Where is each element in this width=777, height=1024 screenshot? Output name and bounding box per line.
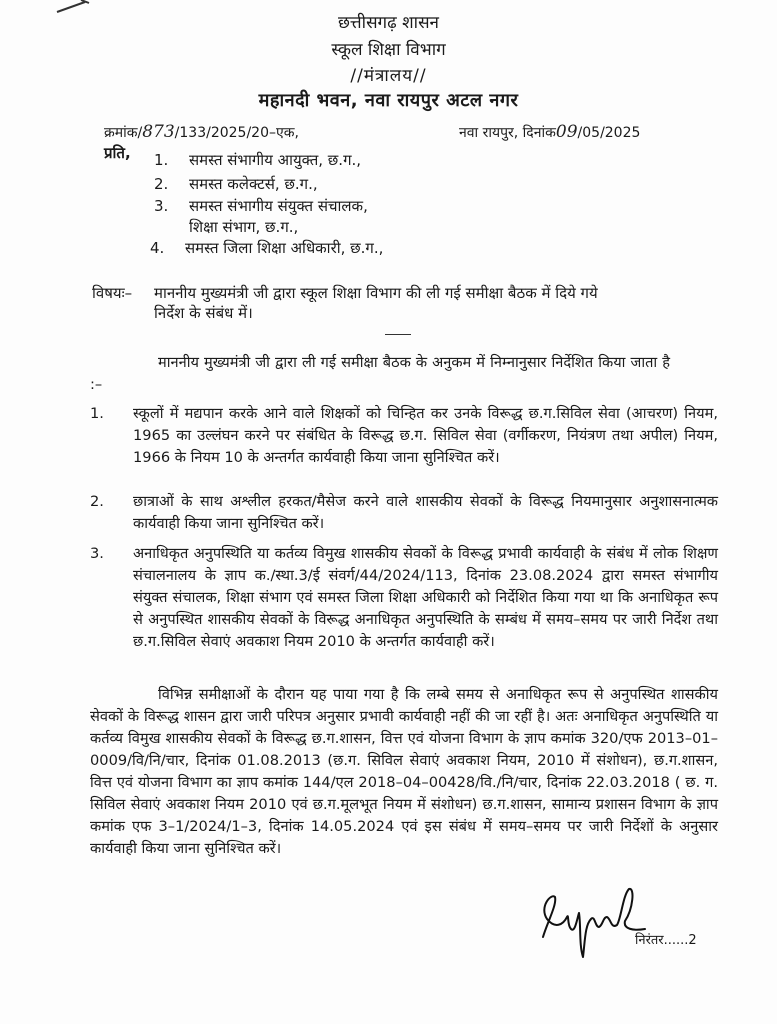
- directive-text: छात्राओं के साथ अश्लील हरकत/मैसेज करने वाले शासकीय सेवकों के विरूद्ध नियमानुसार अनुशासनात्मक कार्यवाही किया जाना सुनिश्चित करें।: [133, 493, 718, 532]
- addressee-text: समस्त कलेक्टर्स, छ.ग.,: [189, 175, 318, 193]
- directive-number: 3.: [90, 545, 104, 562]
- intro-paragraph: माननीय मुख्यमंत्री जी द्वारा ली गई समीक्षा बैठक के अनुकम में निम्नानुसार निर्देशित किया जाता है :–: [90, 354, 670, 393]
- department-name: स्कूल शिक्षा विभाग: [331, 40, 446, 60]
- office-address: महानदी भवन, नवा रायपुर अटल नगर: [258, 90, 519, 111]
- addressee-text: समस्त संभागीय संयुक्त संचालक,: [189, 197, 368, 215]
- directive-number: 2.: [90, 493, 104, 510]
- directive-text: स्कूलों में मद्यपान करके आने वाले शिक्षकों को चिन्हित कर उनके विरूद्ध छ.ग.सिविल सेवा (आचरण) नियम, 1965 का उल्लंघन करने पर संबंधित के विरूद्ध छ.ग. सिविल सेवा (वर्गीकरण, नियंत्रण तथा अपील) नियम, 1966 के नियम 10 के अन्तर्गत कार्यवाही किया जाना सुनिश्चित करें।: [133, 405, 718, 466]
- signature-icon: [533, 885, 663, 965]
- continued-marker: निरंतर......2: [635, 933, 697, 948]
- reference-prefix: क्रमांक/: [104, 125, 143, 141]
- place-date-prefix: नवा रायपुर, दिनांक: [459, 125, 556, 141]
- addressee-text: समस्त जिला शिक्षा अधिकारी, छ.ग.,: [185, 239, 384, 257]
- office-name: //मंत्रालय//: [350, 66, 427, 86]
- addressee-text: समस्त संभागीय आयुक्त, छ.ग.,: [189, 151, 362, 169]
- reference-row: [104, 122, 674, 144]
- addressee-label: प्रति,: [104, 144, 131, 162]
- reference-number: [104, 122, 299, 142]
- addressee-number: 3.: [154, 197, 169, 215]
- closing-paragraph: विभिन्न समीक्षाओं के दौरान यह पाया गया है कि लम्बे समय से अनाधिकृत रूप से अनुपस्थित शासकीय सेवकों के विरूद्ध शासन द्वारा जारी परिपत्र अनुसार प्रभावी कार्यवाही नहीं की जा रहीं है। अतः अनाधिकृत अनुपस्थिति या कर्तव्य विमुख शासकीय सेवकों के विरूद्ध छ.ग.शासन, वित्त एवं योजना विभाग के ज्ञाप कमांक 320/एफ 2013–01–0009/वि/नि/चार, दिनांक 01.08.2013 (छ.ग. सिविल सेवाएं अवकाश नियम, 2010 में संशोधन), छ.ग.शासन, वित्त एवं योजना विभाग का ज्ञाप कमांक 144/एल 2018–04–00428/वि./नि/चार, दिनांक 22.03.2018 ( छ. ग. सिविल सेवाएं अवकाश नियम 2010 एवं छ.ग.मूलभूत नियम में संशोधन) छ.ग.शासन, सामान्य प्रशासन विभाग के ज्ञाप कमांक एफ 3–1/2024/1–3, दिनांक 14.05.2024 एवं इस संबंध में समय–समय पर जारी निर्देशों के अनुसार कार्यवाही किया जाना सुनिश्चित करें।: [90, 686, 718, 857]
- date-suffix: /05/2025: [577, 125, 641, 141]
- addressee-number: 4.: [150, 239, 165, 257]
- handwritten-day: 09: [555, 122, 578, 142]
- divider: [385, 334, 411, 335]
- reference-suffix: /133/2025/20–एक,: [174, 125, 299, 141]
- subject-text: माननीय मुख्यमंत्री जी द्वारा स्कूल शिक्षा विभाग की ली गई समीक्षा बैठक में दिये गये निर्देश के संबंध में।: [154, 284, 598, 322]
- directive-number: 1.: [90, 405, 104, 422]
- addressee-number: 2.: [154, 175, 169, 193]
- government-name: छत्तीसगढ़ शासन: [338, 13, 439, 33]
- handwritten-number: 873: [142, 122, 175, 142]
- addressee-text: शिक्षा संभाग, छ.ग.,: [189, 218, 299, 236]
- directive-text: अनाधिकृत अनुपस्थिति या कर्तव्य विमुख शासकीय सेवकों के विरूद्ध प्रभावी कार्यवाही के संबंध में लोक शिक्षण संचालनालय के ज्ञाप क./स्था.3/ई संवर्ग/44/2024/113, दिनांक 23.08.2024 द्वारा समस्त संभागीय संयुक्त संचालक, शिक्षा संभाग एवं समस्त जिला शिक्षा अधिकारी को निर्देशित किया गया था कि अनाधिकृत रूप से अनुपस्थित शासकीय सेवकों के विरूद्ध अनाधिकृत अनुपस्थिति के सम्बंध में समय–समय पर जारी निर्देश तथा छ.ग.सिविल सेवाएं अवकाश नियम 2010 के अन्तर्गत कार्यवाही करें।: [133, 545, 718, 650]
- place-date: [459, 122, 640, 142]
- subject-label: विषयः–: [92, 284, 133, 302]
- addressee-number: 1.: [154, 151, 169, 169]
